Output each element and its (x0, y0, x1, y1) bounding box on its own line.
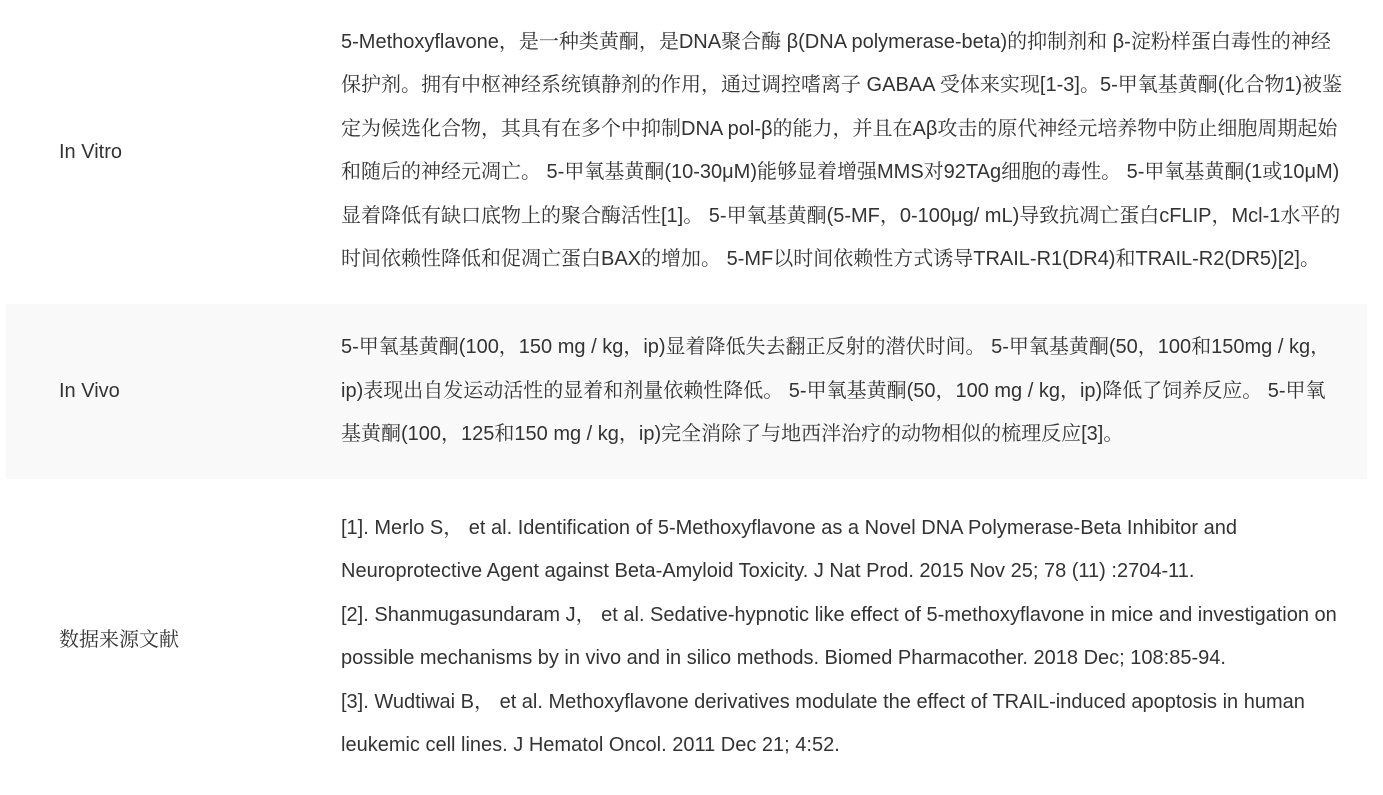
row-label-references: 数据来源文献 (59, 628, 179, 651)
table-row-references (6, 479, 1367, 795)
reference-item-2: [2]. Shanmugasundaram J， et al. Sedative-hypnotic like effect of 5-methoxyflavone in mice and investigation on possible mechanisms by in vivo and in silico methods. Biomed Pharmacother. 2018 Dec; 108:85-94. (341, 603, 1337, 669)
row-content-references (341, 479, 1367, 795)
table-row-in-vivo (6, 304, 1367, 479)
row-label-in-vitro: In Vitro (59, 140, 122, 163)
reference-item-1: [1]. Merlo S， et al. Identification of 5-Methoxyflavone as a Novel DNA Polymerase-Beta Inhibitor and Neuroprotective Agent against Beta-Amyloid Toxicity. J Nat Prod. 2015 Nov 25; 78 (11) :2704-11. (341, 516, 1237, 582)
row-label-in-vivo: In Vivo (6, 304, 341, 479)
bioactivity-table (6, 0, 1367, 795)
table-row-in-vitro (6, 0, 1367, 304)
reference-item-3: [3]. Wudtiwai B， et al. Methoxyflavone derivatives modulate the effect of TRAIL-induced apoptosis in human leukemic cell lines. J Hematol Oncol. 2011 Dec 21; 4:52. (341, 690, 1305, 756)
row-content-in-vivo: 5-甲氧基黄酮(100，150 mg / kg，ip)显着降低失去翻正反射的潜伏时间。 5-甲氧基黄酮(50，100和150mg / kg，ip)表现出自发运动活性的显着和剂量依赖性降低。 5-甲氧基黄酮(50，100 mg / kg，ip)降低了饲养反应。 5-甲氧基黄酮(100，125和150 mg / kg，ip)完全消除了与地西泮治疗的动物相似的梳理反应[3]。 (341, 304, 1367, 479)
row-content-in-vitro: 5-Methoxyflavone，是一种类黄酮，是DNA聚合酶 β(DNA polymerase-beta)的抑制剂和 β-淀粉样蛋白毒性的神经保护剂。拥有中枢神经系统镇静剂的作用，通过调控嗜离子 GABAA 受体来实现[1-3]。5-甲氧基黄酮(化合物1)被鉴定为候选化合物，其具有在多个中抑制DNA pol-β的能力，并且在Aβ攻击的原代神经元培养物中防止细胞周期起始和随后的神经元凋亡。 5-甲氧基黄酮(10-30μM)能够显着增强MMS对92TAg细胞的毒性。 5-甲氧基黄酮(1或10μM)显着降低有缺口底物上的聚合酶活性[1]。 5-甲氧基黄酮(5-MF，0-100μg/ mL)导致抗凋亡蛋白cFLIP，Mcl-1水平的时间依赖性降低和促凋亡蛋白BAX的增加。 5-MF以时间依赖性方式诱导TRAIL-R1(DR4)和TRAIL-R2(DR5)[2]。 (341, 30, 1343, 270)
